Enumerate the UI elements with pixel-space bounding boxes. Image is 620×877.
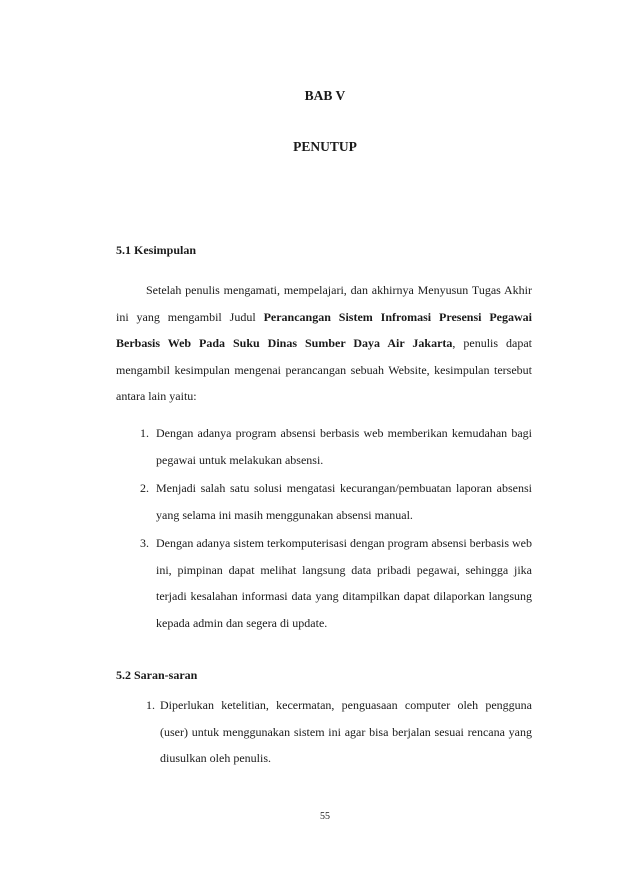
suggestion-list — [146, 692, 532, 772]
list-item-text: Diperlukan ketelitian, kecermatan, penguasaan computer oleh pengguna (user) untuk menggunakan sistem ini agar bisa berjalan sesuai rencana yang diusulkan oleh penulis. — [160, 698, 532, 765]
list-item — [140, 420, 532, 473]
chapter-title: PENUTUP — [293, 139, 357, 154]
list-item-number: 1. — [146, 698, 155, 712]
list-item-text: Menjadi salah satu solusi mengatasi kecurangan/pembuatan laporan absensi yang selama ini masih menggunakan absensi manual. — [156, 481, 532, 522]
page-number: 55 — [320, 811, 330, 822]
list-item-text: Dengan adanya sistem terkomputerisasi dengan program absensi berbasis web ini, pimpinan dapat melihat langsung data pribadi pegawai, sehingga jika terjadi kesalahan informasi data yang ditampilkan dapat dilaporkan langsung kepada admin dan segera di update. — [156, 536, 532, 630]
list-item — [140, 530, 532, 636]
paragraph-text-post: , penulis dapat mengambil kesimpulan mengenai perancangan sebuah Website, kesimpulan tersebut antara lain yaitu: — [116, 336, 532, 403]
list-item-text: Dengan adanya program absensi berbasis web memberikan kemudahan bagi pegawai untuk melakukan absensi. — [156, 426, 532, 467]
conclusion-list — [140, 420, 532, 636]
list-item-number: 2. — [140, 481, 149, 495]
thesis-title: Perancangan Sistem Infromasi Presensi Pegawai Berbasis Web Pada Suku Dinas Sumber Daya Air Jakarta — [116, 309, 532, 350]
list-item — [140, 475, 532, 528]
conclusion-paragraph — [116, 277, 532, 410]
list-item-number: 1. — [140, 426, 149, 440]
section-heading-conclusion: 5.1 Kesimpulan — [116, 243, 197, 257]
paragraph-text-pre: Setelah penulis mengamati, mempelajari, dan akhirnya Menyusun Tugas Akhir ini yang mengambil Judul — [116, 283, 532, 324]
list-item — [146, 692, 532, 772]
list-item-number: 3. — [140, 536, 149, 550]
chapter-number: BAB V — [304, 88, 346, 103]
section-heading-suggestions: 5.2 Saran-saran — [116, 668, 198, 682]
